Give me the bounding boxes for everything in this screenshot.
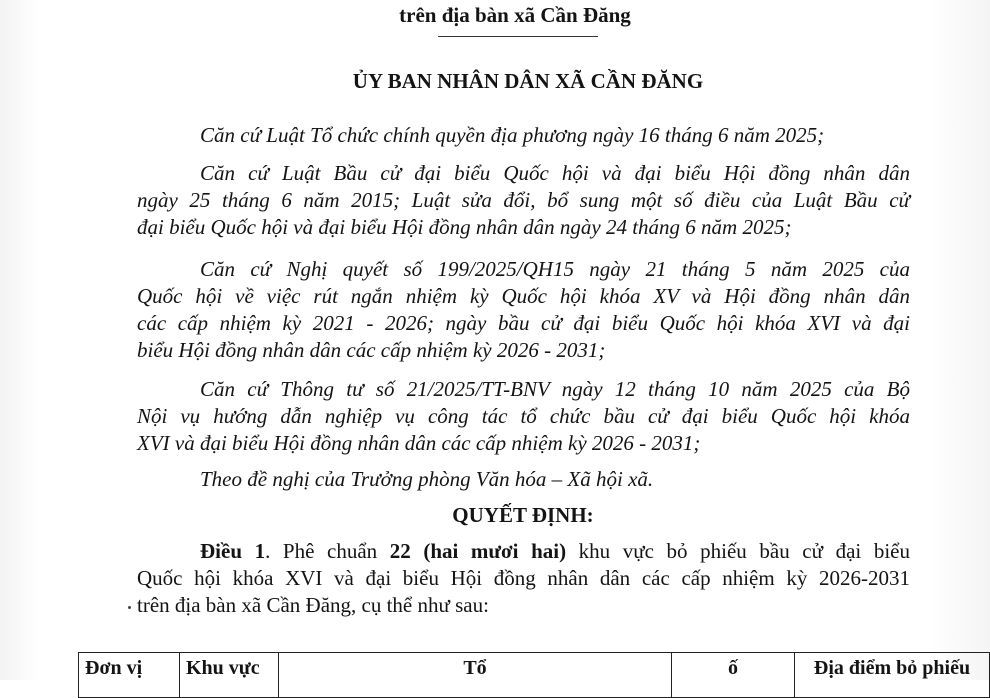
preamble-line-4c: XVI và đại biểu Hội đồng nhân dân các cấp nhiệm kỳ 2026 - 2031;: [137, 431, 701, 455]
preamble-line-5: Theo đề nghị của Trưởng phòng Văn hóa – Xã hội xã.: [200, 467, 654, 491]
article-1-label: Điều 1: [200, 539, 266, 563]
issuing-authority: ỦY BAN NHÂN DÂN XÃ CẦN ĐĂNG: [352, 69, 704, 93]
preamble-line-4a: Căn cứ Thông tư số 21/2025/TT-BNV ngày 12 tháng 10 năm 2025 của Bộ: [200, 377, 910, 401]
header-cell-group: Tổ: [279, 653, 672, 698]
preamble-line-3c: các cấp nhiệm kỳ 2021 - 2026; ngày bầu cử đại biểu Quốc hội khóa XVI và đại: [137, 311, 910, 335]
article-1-count: 22 (hai mươi hai): [389, 539, 567, 563]
subtitle-underline: [438, 36, 598, 37]
scan-speck: [128, 606, 131, 609]
document-subtitle: trên địa bàn xã Cần Đăng: [399, 3, 631, 27]
preamble-line-2c: đại biểu Quốc hội và đại biểu Hội đồng nhân dân ngày 24 tháng 6 năm 2025;: [137, 215, 792, 239]
article-1-line-3: trên địa bàn xã Cần Đăng, cụ thể như sau:: [137, 593, 489, 617]
polling-area-table: [78, 652, 990, 692]
article-1-line-1: [200, 538, 910, 564]
header-cell-area: Khu vực: [180, 653, 279, 698]
header-cell-unit: Đơn vị: [79, 653, 180, 698]
article-1-text-b: khu vực bỏ phiếu bầu cử đại biểu: [566, 539, 910, 563]
header-cell-location: Địa điểm bỏ phiếu: [795, 653, 990, 698]
preamble-line-3a: Căn cứ Nghị quyết số 199/2025/QH15 ngày 21 tháng 5 năm 2025 của: [200, 257, 910, 281]
header-cell-number: ố: [672, 653, 795, 698]
preamble-line-2b: ngày 25 tháng 6 năm 2015; Luật sửa đổi, bổ sung một số điều của Luật Bầu cử: [137, 188, 910, 212]
preamble-line-3d: biểu Hội đồng nhân dân các cấp nhiệm kỳ 2026 - 2031;: [137, 338, 606, 362]
preamble-line-2a: Căn cứ Luật Bầu cử đại biểu Quốc hội và đại biểu Hội đồng nhân dân: [200, 161, 910, 185]
article-1-line-2: Quốc hội khóa XVI và đại biểu Hội đồng nhân dân các cấp nhiệm kỳ 2026-2031: [137, 566, 910, 590]
table-header-row: [79, 653, 990, 698]
article-1-text-a: . Phê chuẩn: [265, 539, 390, 563]
preamble-line-3b: Quốc hội về việc rút ngắn nhiệm kỳ Quốc hội khóa XV và Hội đồng nhân dân: [137, 284, 910, 308]
preamble-line-4b: Nội vụ hướng dẫn nghiệp vụ công tác tổ chức bầu cử đại biểu Quốc hội khóa: [137, 404, 910, 428]
preamble-line-1: Căn cứ Luật Tổ chức chính quyền địa phương ngày 16 tháng 6 năm 2025;: [200, 123, 825, 147]
decision-heading: QUYẾT ĐỊNH:: [452, 503, 594, 527]
